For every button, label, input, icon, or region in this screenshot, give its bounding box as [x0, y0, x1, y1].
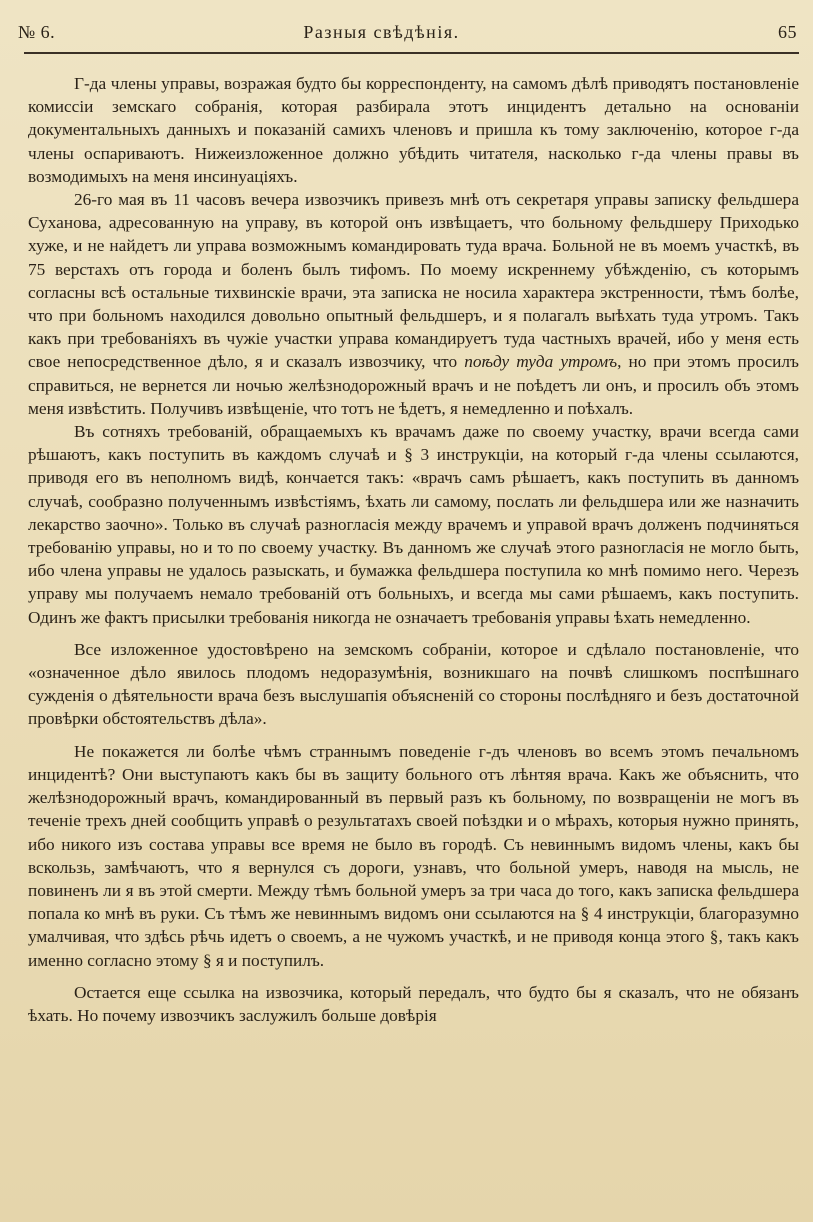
paragraph-2-text-after: , но при этомъ просилъ справиться, не вернется ли ночью желѣзнодорожный врачъ и не поѣдетъ ли онъ, и просилъ объ этомъ меня извѣстить. Получивъ извѣщеніе, что тотъ не ѣдетъ, я немедленно и поѣхалъ.: [28, 352, 799, 418]
running-header: [14, 16, 797, 46]
paragraph-4: Все изложенное удостовѣрено на земскомъ собраніи, которое и сдѣлало постановленіе, что «означенное дѣло явилось плодомъ недоразумѣнія, возникшаго на почвѣ слишкомъ поспѣшнаго сужденія о дѣятельности врача безъ выслушапія объясненій со стороны послѣдняго и безъ достаточной провѣрки обстоятельствъ дѣла».: [28, 639, 799, 729]
paragraph-3: Въ сотняхъ требованій, обращаемыхъ къ врачамъ даже по своему участку, врачи всегда сами рѣшаютъ, какъ поступить въ каждомъ случаѣ и § 3 инструкціи, на который г-да члены ссылаются, приводя его въ неполномъ видѣ, кончается такъ: «врачъ самъ рѣшаетъ, какъ поступить въ данномъ случаѣ, сообразно полученнымъ извѣстіямъ, ѣхать ли самому, послать ли фельдшера или же назначить лекарство заочно». Только въ случаѣ разногласія между врачемъ и управой врачъ долженъ подчиняться требованію управы, но и то по своему участку. Въ данномъ же случаѣ этого разногласія не могло быть, ибо члена управы не удалось разыскать, и бумажка фельдшера поступила ко мнѣ помимо него. Черезъ управу мы получаемъ немало требованій отъ больныхъ, и всегда мы сами рѣшаемъ, какъ поступить. Одинъ же фактъ присылки требованія никогда не означаетъ требованія управы ѣхать немедленно.: [28, 422, 799, 627]
section-title: Разныя свѣдѣнія.: [303, 22, 460, 42]
article-body: [28, 72, 799, 1027]
page-number: 65: [778, 22, 797, 42]
paragraph-2-text-before: 26-го мая въ 11 часовъ вечера извозчикъ привезъ мнѣ отъ секретаря управы записку фельдшера Суханова, адресованную на управу, въ которой онъ извѣщаетъ, что больному фельдшеру Приходько хуже, и не найдетъ ли управа возможнымъ командировать туда врача. Больной не въ моемъ участкѣ, въ 75 верстахъ отъ города и боленъ былъ тифомъ. По моему искреннему убѣжденію, съ которымъ согласны всѣ остальные тихвинскіе врачи, эта записка не носила характера экстренности, тѣмъ болѣе, что при больномъ находился довольно опытный фельдшеръ, и я полагалъ выѣхать туда утромъ. Такъ какъ при требованіяхъ въ чужіе участки управа командируетъ туда частныхъ врачей, ибо у меня есть свое непосредственное дѣло, я и сказалъ извозчику, что: [28, 190, 799, 372]
paragraph-6: Остается еще ссылка на извозчика, который передалъ, что будто бы я сказалъ, что не обязанъ ѣхать. Но почему извозчикъ заслужилъ больше довѣрія: [28, 982, 799, 1025]
paragraph-2-emphasis: поѣду туда утромъ: [464, 352, 618, 372]
paragraph-5: Не покажется ли болѣе чѣмъ страннымъ поведеніе г-дъ членовъ во всемъ этомъ печальномъ инцидентѣ? Они выступаютъ какъ бы въ защиту больного отъ лѣнтяя врача. Какъ же объяснить, что желѣзнодорожный врачъ, командированный въ первый разъ къ больному, по возвращеніи не могъ въ теченіе трехъ дней сообщить управѣ о результатахъ своей поѣздки и о мѣрахъ, которыя нужно принять, ибо никого изъ состава управы все время не было въ городѣ. Съ невиннымъ видомъ члены, какъ бы вскользь, замѣчаютъ, что я вернулся съ дороги, узнавъ, что больной умеръ, наводя на мысль, не повиненъ ли я въ этой смерти. Между тѣмъ больной умеръ за три часа до того, какъ записка фельдшера попала ко мнѣ въ руки. Съ тѣмъ же невиннымъ видомъ они ссылаются на § 4 инструкціи, благоразумно умалчивая, что здѣсь рѣчь идетъ о своемъ, а не чужомъ участкѣ, и не приводя конца этого §, такъ какъ именно согласно этому § я и поступилъ.: [28, 741, 799, 970]
issue-number: № 6.: [18, 22, 56, 42]
header-rule: [24, 52, 799, 54]
paragraph-2: [28, 188, 799, 420]
paragraph-1: Г-да члены управы, возражая будто бы корреспонденту, на самомъ дѣлѣ приводятъ постановленіе комиссіи земскаго собранія, которая разбирала этотъ инцидентъ детально на основаніи документальныхъ данныхъ и показаній самихъ членовъ и пришла къ тому заключенію, которое г-да члены оспариваютъ. Нижеизложенное должно убѣдить читателя, насколько г-да члены правы въ возмодимыхъ на меня инсинуаціяхъ.: [28, 74, 799, 186]
